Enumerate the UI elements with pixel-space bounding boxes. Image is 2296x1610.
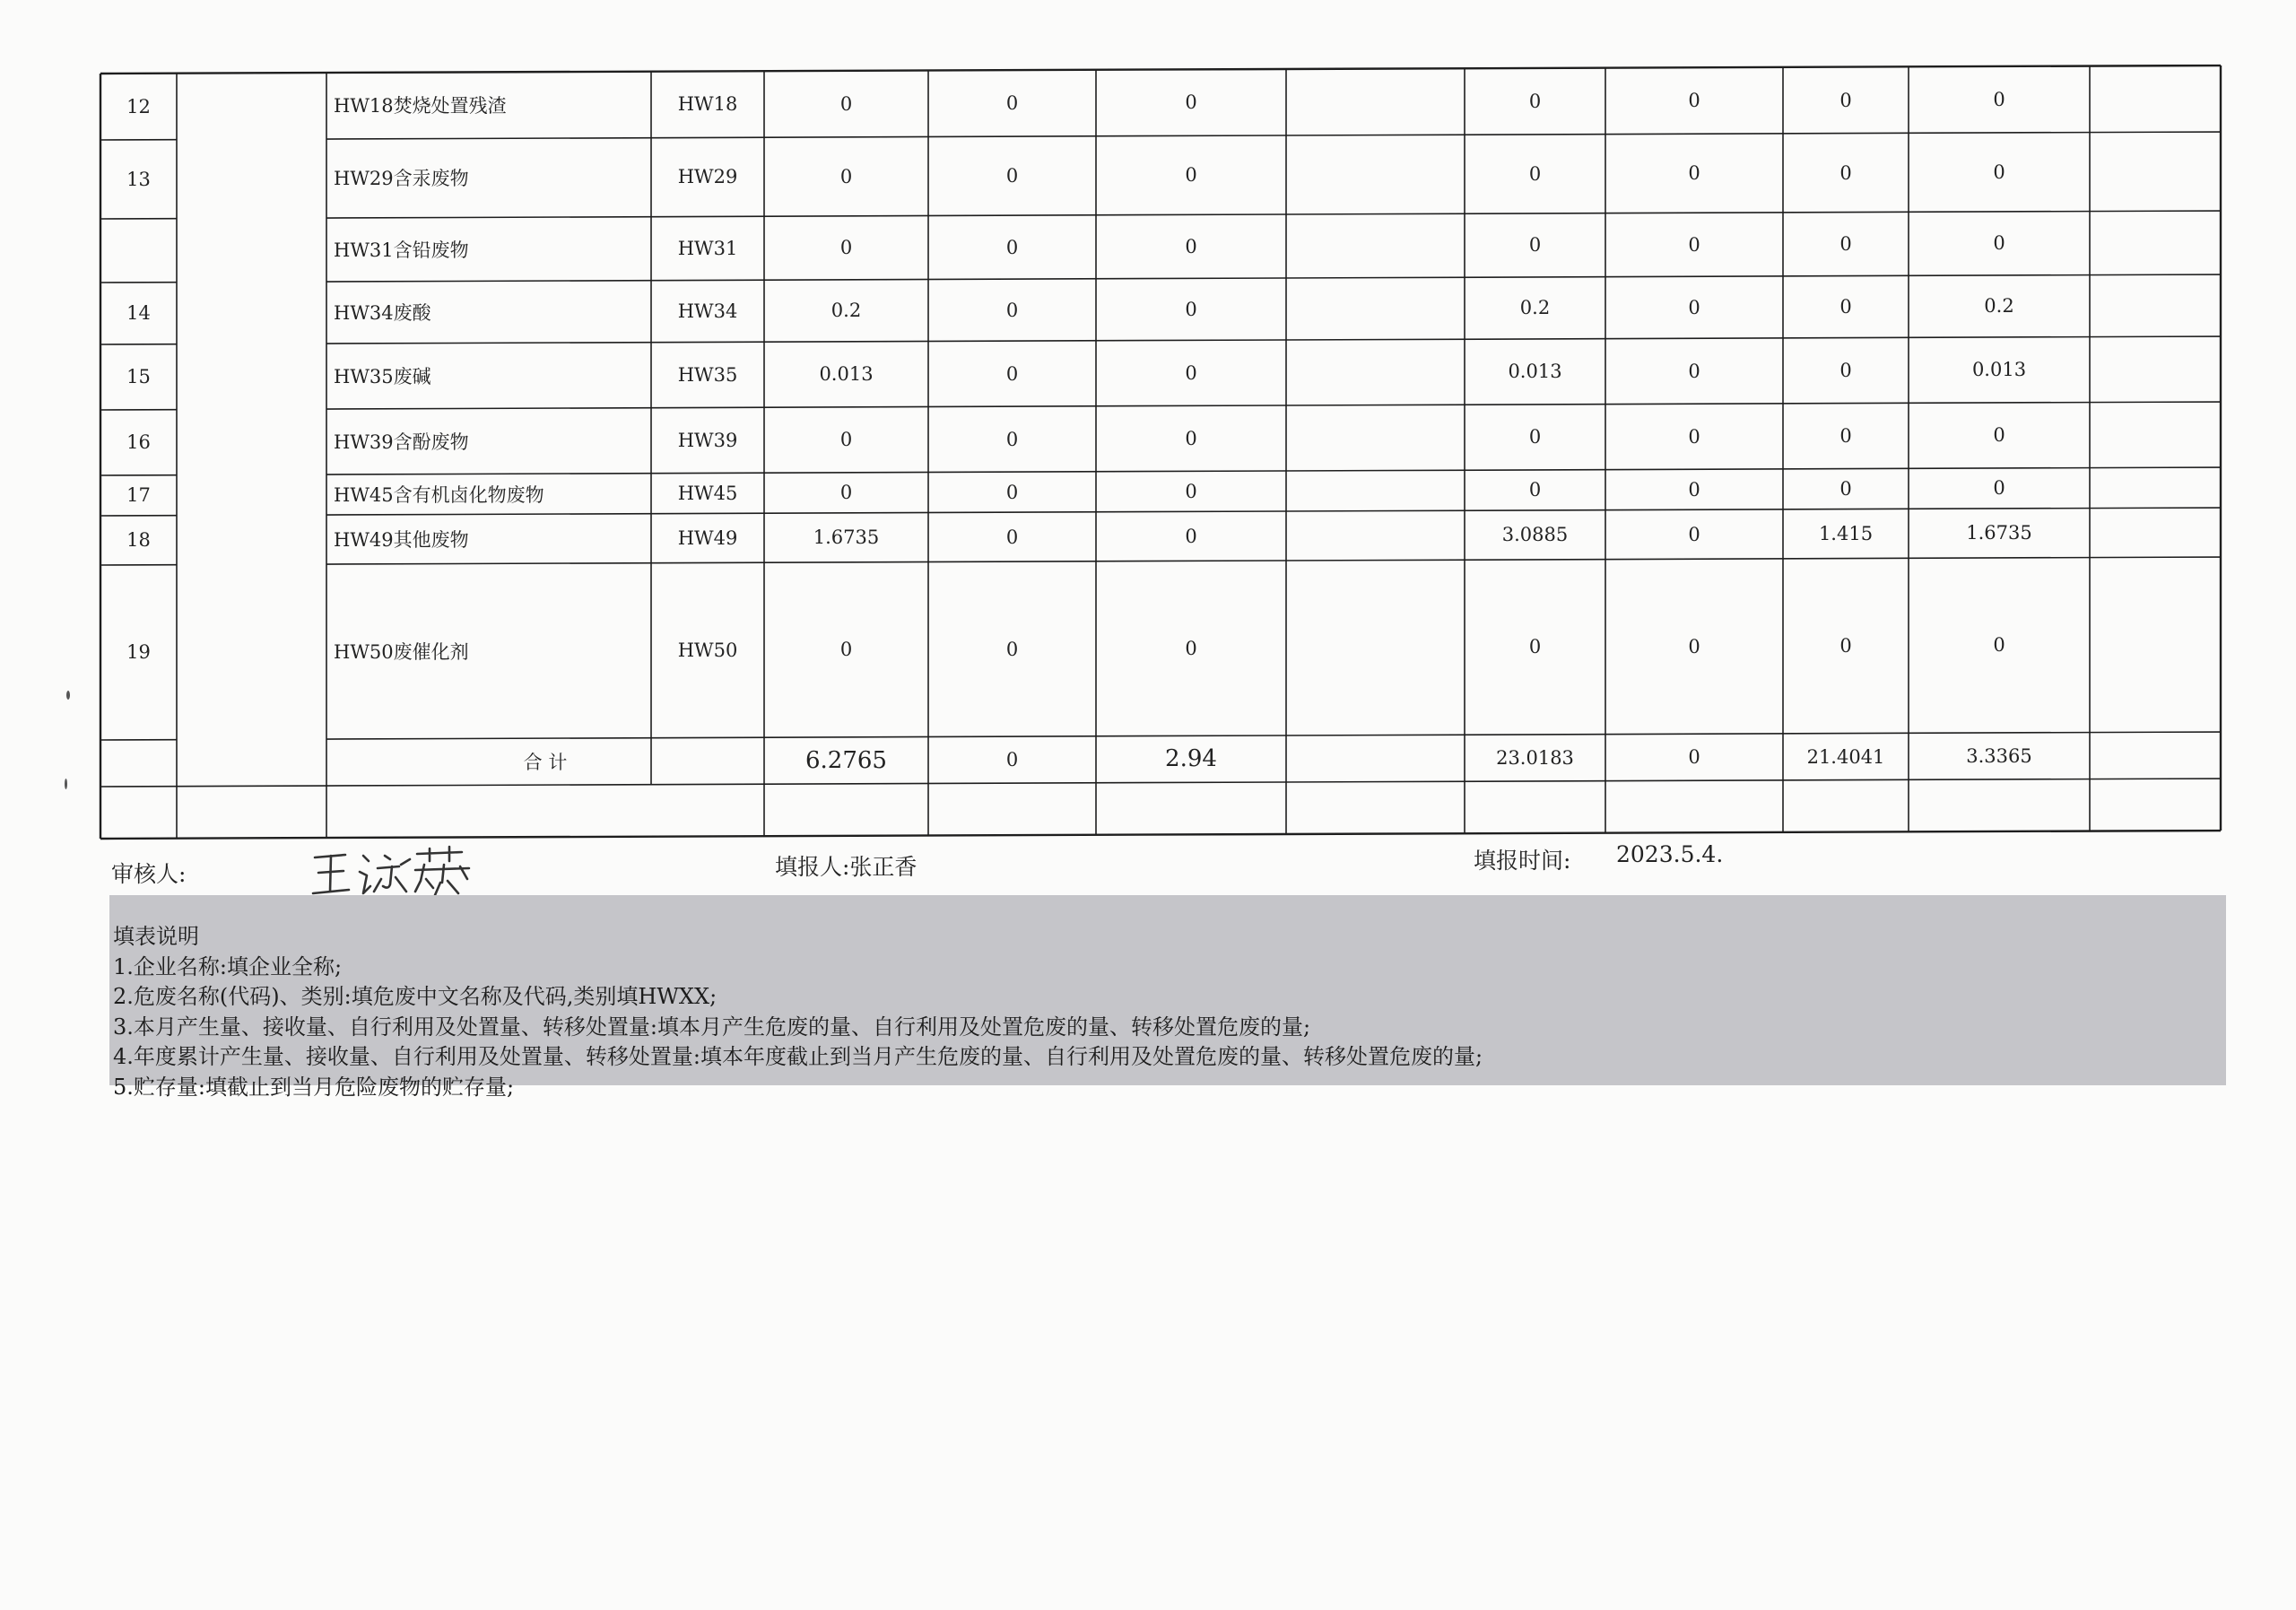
waste-code-cell: HW29 xyxy=(677,166,738,188)
quantity-cell: 0 xyxy=(1993,424,2005,447)
fill-time-label: 填报时间: xyxy=(1474,848,1571,874)
quantity-cell: 0 xyxy=(1993,477,2005,500)
quantity-cell: 0 xyxy=(1688,90,1700,112)
quantity-cell: 0 xyxy=(1528,426,1542,448)
waste-name-cell: HW39含酚废物 xyxy=(334,431,469,453)
row-number-cell: 17 xyxy=(126,484,151,507)
scan-speck xyxy=(65,779,67,789)
total-quantity-cell: 3.3365 xyxy=(1966,744,2032,767)
quantity-cell xyxy=(1286,278,1465,340)
scan-speck xyxy=(66,691,70,700)
waste-code-cell: HW45 xyxy=(677,482,738,504)
quantity-cell: 0 xyxy=(1688,635,1700,657)
instruction-line-5: 5.贮存量:填截止到当月危险废物的贮存量; xyxy=(113,1075,515,1100)
grid-line xyxy=(177,786,326,787)
quantity-cell: 3.0885 xyxy=(1501,524,1569,546)
quantity-cell: 0.013 xyxy=(1508,361,1562,383)
quantity-cell: 0 xyxy=(1528,162,1542,185)
quantity-cell xyxy=(2090,274,2221,336)
quantity-cell: 0 xyxy=(1839,425,1852,448)
quantity-cell: 0 xyxy=(1839,635,1852,657)
waste-name-cell: HW18焚烧处置残渣 xyxy=(334,95,507,117)
quantity-cell: 0 xyxy=(1185,361,1197,384)
quantity-cell: 0 xyxy=(1528,234,1542,257)
quantity-cell: 1.6735 xyxy=(1966,522,2032,544)
quantity-cell: 0 xyxy=(1005,481,1019,503)
quantity-cell: 0 xyxy=(1185,480,1197,502)
row-number-cell: 14 xyxy=(126,302,151,325)
grid-line xyxy=(100,831,2221,839)
quantity-cell: 0 xyxy=(839,237,853,259)
quantity-cell xyxy=(1286,135,1465,214)
instructions-box xyxy=(109,895,2226,1100)
total-label-cell: 合 计 xyxy=(523,752,568,774)
quantity-cell xyxy=(1286,471,1465,511)
total-quantity-cell: 2.94 xyxy=(1165,745,1217,773)
quantity-cell xyxy=(1286,214,1465,278)
quantity-cell xyxy=(2090,132,2221,211)
total-quantity-cell: 0 xyxy=(1005,749,1019,771)
quantity-cell: 0 xyxy=(1993,88,2005,110)
quantity-cell xyxy=(2090,467,2221,508)
row-number-cell: 15 xyxy=(126,366,151,388)
quantity-cell: 0.013 xyxy=(819,363,874,386)
quantity-cell: 0 xyxy=(1839,233,1852,256)
quantity-cell: 0 xyxy=(1688,478,1700,500)
quantity-cell: 0 xyxy=(1185,427,1197,449)
quantity-cell: 0 xyxy=(1185,235,1197,257)
total-quantity-cell: 21.4041 xyxy=(1806,745,1885,768)
quantity-cell: 0 xyxy=(1005,299,1019,321)
total-quantity-cell: 0 xyxy=(1688,746,1700,769)
waste-code-cell: HW34 xyxy=(677,300,738,322)
waste-name-cell: HW50废催化剂 xyxy=(334,640,469,663)
total-quantity-cell xyxy=(2090,732,2221,779)
total-quantity-cell: 23.0183 xyxy=(1496,746,1574,769)
instructions-title: 填表说明 xyxy=(113,924,199,949)
quantity-cell: 0 xyxy=(839,482,853,504)
quantity-cell: 0 xyxy=(1005,362,1019,385)
quantity-cell: 0 xyxy=(839,165,853,187)
quantity-cell: 1.415 xyxy=(1818,523,1874,545)
fill-time-value: 2023.5.4. xyxy=(1616,841,1724,867)
total-quantity-cell: 6.2765 xyxy=(805,746,887,774)
quantity-cell: 0 xyxy=(1688,425,1700,448)
quantity-cell: 0 xyxy=(1528,479,1542,501)
waste-code-cell: HW50 xyxy=(677,639,738,661)
quantity-cell: 0 xyxy=(1185,91,1197,114)
quantity-cell: 0 xyxy=(1185,298,1197,320)
quantity-cell: 0 xyxy=(1005,165,1019,187)
quantity-cell: 0 xyxy=(1688,523,1700,545)
quantity-cell: 0 xyxy=(1528,636,1542,658)
filler-label: 填报人:张正香 xyxy=(775,854,918,880)
quantity-cell: 0 xyxy=(1688,233,1700,256)
instruction-line-1: 1.企业名称:填企业全称; xyxy=(113,954,343,979)
total-quantity-cell xyxy=(1286,735,1465,782)
instruction-line-2: 2.危废名称(代码)、类别:填危废中文名称及代码,类别填HWXX; xyxy=(113,984,718,1009)
quantity-cell xyxy=(1286,69,1465,135)
quantity-cell: 0 xyxy=(1005,236,1019,258)
row-number-cell: 12 xyxy=(126,95,151,117)
reviewer-label: 审核人: xyxy=(111,861,187,887)
quantity-cell xyxy=(1286,511,1465,561)
quantity-cell xyxy=(1286,405,1465,471)
quantity-cell: 0 xyxy=(1005,526,1019,548)
quantity-cell xyxy=(2090,557,2221,732)
quantity-cell: 0 xyxy=(1839,478,1852,500)
instruction-line-3: 3.本月产生量、接收量、自行利用及处置量、转移处置量:填本月产生危废的量、自行利用及处置危废的量、转移处置危废的量; xyxy=(113,1014,1311,1040)
quantity-cell: 0 xyxy=(1185,637,1197,659)
quantity-cell: 0 xyxy=(1005,92,1019,115)
waste-name-cell: HW45含有机卤化物废物 xyxy=(334,483,544,506)
waste-code-cell: HW18 xyxy=(677,93,738,116)
quantity-cell: 0.2 xyxy=(1984,295,2014,318)
quantity-cell: 0 xyxy=(1993,161,2005,183)
quantity-cell xyxy=(1286,340,1465,405)
quantity-cell: 0 xyxy=(1185,164,1197,187)
quantity-cell: 0.013 xyxy=(1971,359,2027,381)
quantity-cell: 0 xyxy=(839,429,853,451)
quantity-cell xyxy=(2090,336,2221,402)
waste-name-cell: HW34废酸 xyxy=(334,301,431,324)
quantity-cell xyxy=(2090,508,2221,557)
waste-name-cell: HW35废碱 xyxy=(334,365,431,387)
quantity-cell: 0 xyxy=(1688,162,1700,185)
waste-code-cell: HW31 xyxy=(677,237,738,259)
quantity-cell: 0 xyxy=(1005,428,1019,450)
quantity-cell: 0 xyxy=(1839,360,1852,382)
row-number-cell: 13 xyxy=(126,168,151,190)
row-number-cell: 19 xyxy=(126,641,151,664)
quantity-cell: 0 xyxy=(1688,296,1700,318)
waste-name-cell: HW31含铅废物 xyxy=(334,239,469,261)
quantity-cell: 0 xyxy=(1839,89,1852,111)
waste-name-cell: HW49其他废物 xyxy=(334,528,469,551)
quantity-cell: 0 xyxy=(1528,90,1542,112)
quantity-cell xyxy=(1286,561,1465,735)
quantity-cell: 0.2 xyxy=(831,300,862,322)
quantity-cell: 0 xyxy=(1839,161,1852,184)
quantity-cell: 0 xyxy=(1688,360,1700,382)
quantity-cell: 0 xyxy=(1185,525,1197,547)
quantity-cell: 0.2 xyxy=(1519,297,1551,319)
quantity-cell: 0 xyxy=(1993,634,2005,657)
quantity-cell: 0 xyxy=(1839,296,1852,318)
instruction-line-4: 4.年度累计产生量、接收量、自行利用及处置量、转移处置量:填本年度截止到当月产生危废的量、自行利用及处置危废的量、转移处置危废的量; xyxy=(113,1044,1483,1069)
waste-code-cell: HW35 xyxy=(677,363,738,386)
quantity-cell xyxy=(2090,211,2221,274)
quantity-cell: 0 xyxy=(839,92,853,115)
waste-code-cell: HW49 xyxy=(677,527,738,549)
row-number-cell: 16 xyxy=(126,431,151,454)
waste-name-cell: HW29含汞废物 xyxy=(334,168,469,190)
quantity-cell: 1.6735 xyxy=(813,527,880,549)
quantity-cell xyxy=(2090,65,2221,132)
row-number-cell xyxy=(100,219,177,283)
quantity-cell: 0 xyxy=(1005,638,1019,660)
waste-code-cell: HW39 xyxy=(677,429,738,451)
quantity-cell xyxy=(2090,402,2221,467)
row-number-cell: 18 xyxy=(126,529,151,552)
quantity-cell: 0 xyxy=(1993,232,2005,255)
quantity-cell: 0 xyxy=(839,639,853,661)
